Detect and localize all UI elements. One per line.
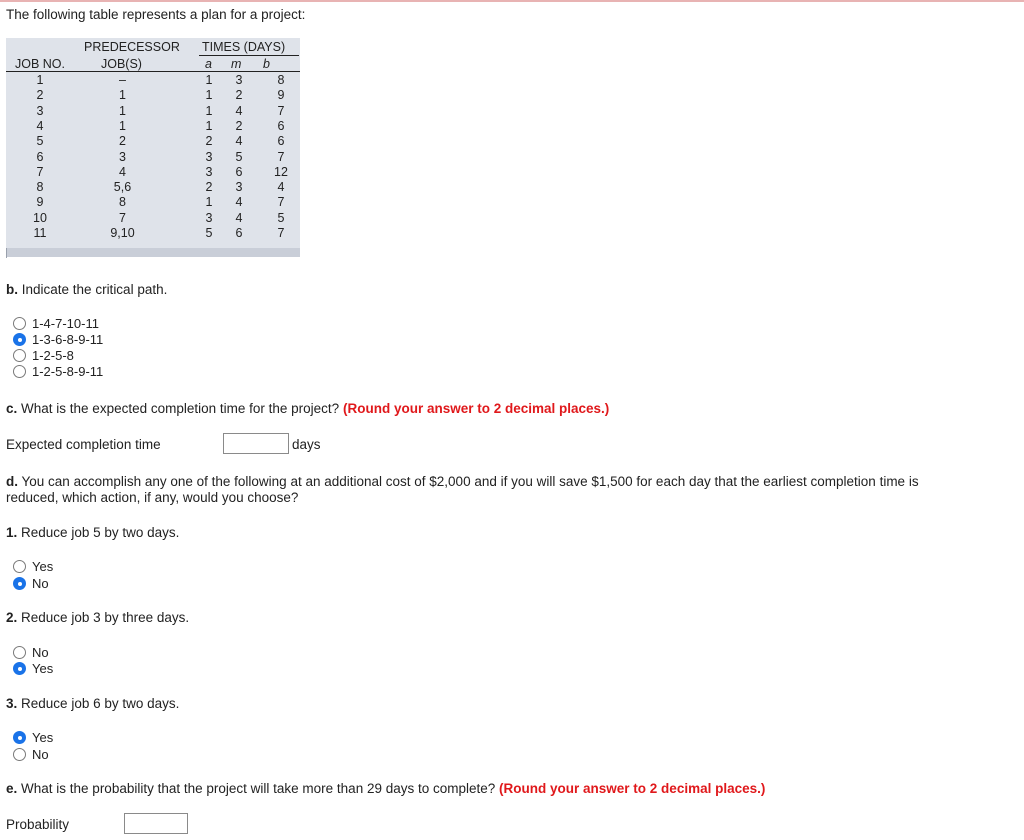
part-e-heading [6, 781, 765, 796]
cell-job: 6 [36, 149, 44, 164]
part-b-label: b. [6, 282, 18, 297]
question-2-text: Reduce job 3 by three days. [21, 610, 190, 625]
radio-button-selected[interactable] [13, 662, 26, 675]
critical-path-option[interactable] [13, 332, 103, 347]
part-e-label: e. [6, 781, 18, 796]
header-a: a [205, 57, 212, 71]
cell-b: 6 [277, 134, 285, 149]
intro-text: The following table represents a plan for a project: [6, 7, 306, 22]
cell-predecessor: 5,6 [113, 180, 132, 195]
cell-m: 6 [235, 226, 243, 240]
cell-predecessor: 1 [119, 88, 126, 103]
cell-b: 7 [277, 103, 285, 118]
q2-option-no[interactable] [13, 645, 49, 660]
cell-predecessor: – [119, 73, 126, 87]
critical-path-option-label: 1-2-5-8-9-11 [32, 364, 104, 379]
critical-path-option[interactable] [13, 316, 99, 331]
header-rule [6, 71, 300, 72]
radio-button[interactable] [13, 560, 26, 573]
q2-option-label: Yes [32, 661, 54, 676]
table-footer-edge [6, 248, 7, 258]
part-d-line1 [6, 474, 919, 489]
header-predecessor: PREDECESSOR [84, 40, 180, 54]
expected-time-label: Expected completion time [6, 437, 161, 452]
question-3-text: Reduce job 6 by two days. [21, 696, 180, 711]
cell-b: 7 [277, 149, 285, 164]
radio-button[interactable] [13, 748, 26, 761]
cell-b: 12 [274, 164, 288, 179]
radio-button[interactable] [13, 365, 26, 378]
cell-b: 4 [277, 180, 285, 195]
cell-predecessor: 1 [119, 118, 126, 133]
cell-b: 6 [277, 118, 285, 133]
part-b-question: Indicate the critical path. [21, 282, 168, 297]
part-e-hint: (Round your answer to 2 decimal places.) [499, 781, 766, 796]
question-2 [6, 610, 189, 625]
question-1-text: Reduce job 5 by two days. [21, 525, 180, 540]
cell-a: 5 [205, 226, 213, 240]
cell-m: 4 [235, 210, 243, 225]
cell-a: 1 [205, 118, 213, 133]
question-1 [6, 525, 179, 540]
cell-b: 7 [277, 195, 285, 210]
radio-button[interactable] [13, 317, 26, 330]
part-d-label: d. [6, 474, 18, 489]
part-e-question: What is the probability that the project will take more than 29 days to complete? [21, 781, 496, 796]
radio-button[interactable] [13, 646, 26, 659]
q3-option-label: Yes [32, 730, 54, 745]
cell-job: 7 [36, 164, 44, 179]
header-times: TIMES (DAYS) [202, 40, 286, 54]
critical-path-option-label: 1-3-6-8-9-11 [32, 332, 104, 347]
question-3-num: 3. [6, 696, 18, 711]
cell-a: 3 [205, 210, 213, 225]
probability-label: Probability [6, 817, 70, 832]
cell-m: 6 [235, 164, 243, 179]
radio-button-selected[interactable] [13, 577, 26, 590]
cell-m: 4 [235, 134, 243, 149]
cell-predecessor: 2 [119, 134, 126, 149]
cell-a: 3 [205, 164, 213, 179]
cell-job: 9 [36, 195, 44, 210]
part-c-question: What is the expected completion time for the project? [21, 401, 340, 416]
q3-option-yes[interactable] [13, 730, 53, 745]
radio-button-selected[interactable] [13, 731, 26, 744]
critical-path-option-label: 1-4-7-10-11 [32, 316, 99, 331]
part-d-text1: You can accomplish any one of the following at an additional cost of $2,000 and if you will save $1,500 for each day that the earliest completion time is [21, 474, 919, 489]
cell-predecessor: 8 [119, 195, 126, 210]
cell-a: 1 [205, 103, 213, 118]
cell-job: 1 [36, 73, 44, 87]
expected-time-input[interactable] [223, 433, 289, 454]
question-1-num: 1. [6, 525, 18, 540]
q2-option-yes[interactable] [13, 661, 53, 676]
header-b: b [263, 57, 270, 71]
cell-m: 3 [235, 73, 243, 87]
cell-job: 10 [33, 210, 47, 225]
q1-option-no[interactable] [13, 576, 49, 591]
cell-a: 1 [205, 73, 213, 87]
q1-option-yes[interactable] [13, 559, 53, 574]
cell-predecessor: 4 [119, 164, 126, 179]
header-jobs: JOB(S) [101, 57, 142, 71]
cell-job: 11 [33, 226, 47, 240]
days-unit-label: days [292, 437, 321, 452]
critical-path-option[interactable] [13, 364, 103, 379]
cell-predecessor: 7 [119, 210, 126, 225]
q1-option-label: Yes [32, 559, 54, 574]
cell-job: 8 [36, 180, 44, 195]
cell-a: 2 [205, 134, 213, 149]
cell-b: 9 [277, 88, 285, 103]
header-m: m [231, 57, 242, 71]
cell-job: 2 [36, 88, 44, 103]
part-c-label: c. [6, 401, 18, 416]
question-3 [6, 696, 179, 711]
probability-input[interactable] [124, 813, 188, 834]
part-b-heading [6, 282, 167, 297]
q3-option-no[interactable] [13, 747, 49, 762]
radio-button-selected[interactable] [13, 333, 26, 346]
table-footer-shade [6, 248, 300, 257]
q2-option-label: No [32, 645, 49, 660]
cell-job: 5 [36, 134, 44, 149]
cell-a: 1 [205, 195, 213, 210]
header-job-no: JOB NO. [15, 57, 66, 71]
cell-m: 2 [235, 118, 243, 133]
q3-option-label: No [32, 747, 49, 762]
cell-a: 2 [205, 180, 213, 195]
cell-m: 5 [235, 149, 243, 164]
cell-b: 8 [277, 73, 285, 87]
cell-predecessor: 1 [119, 103, 126, 118]
cell-b: 5 [277, 210, 285, 225]
cell-predecessor: 3 [119, 149, 126, 164]
cell-m: 4 [235, 195, 243, 210]
q1-option-label: No [32, 576, 49, 591]
cell-m: 2 [235, 88, 243, 103]
part-d-line2: reduced, which action, if any, would you choose? [6, 490, 299, 505]
cell-m: 3 [235, 180, 243, 195]
cell-m: 4 [235, 103, 243, 118]
part-c-heading [6, 401, 609, 416]
radio-button[interactable] [13, 349, 26, 362]
cell-b: 7 [277, 226, 285, 240]
critical-path-option[interactable] [13, 348, 74, 363]
cell-a: 3 [205, 149, 213, 164]
cell-predecessor: 9,10 [110, 226, 135, 240]
cell-job: 4 [36, 118, 44, 133]
header-times-underline [199, 55, 299, 56]
critical-path-option-label: 1-2-5-8 [32, 348, 74, 363]
top-border [0, 0, 1024, 2]
cell-job: 3 [36, 103, 44, 118]
cell-a: 1 [205, 88, 213, 103]
part-c-hint: (Round your answer to 2 decimal places.) [342, 401, 610, 416]
question-2-num: 2. [6, 610, 18, 625]
